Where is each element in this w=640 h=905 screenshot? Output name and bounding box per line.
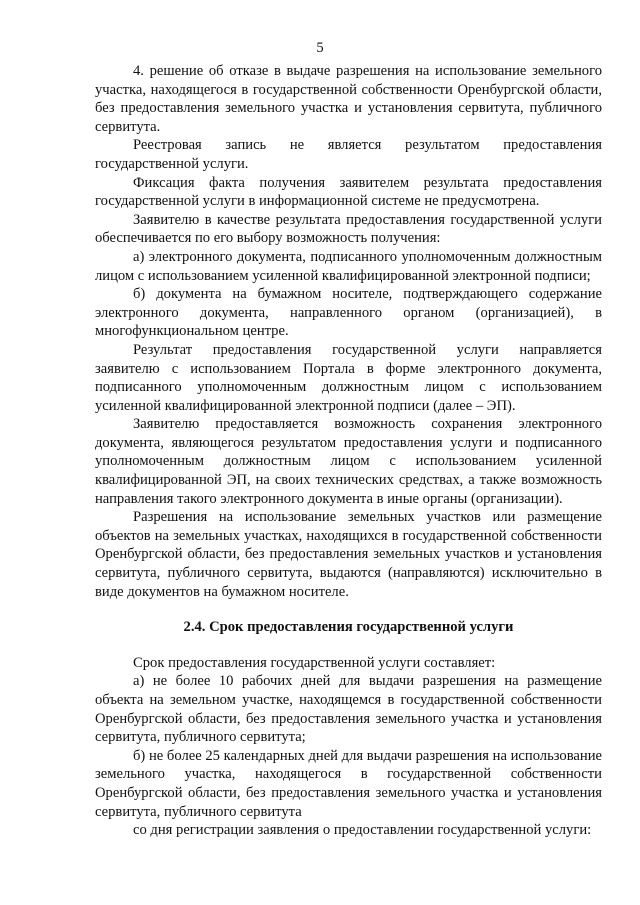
paragraph: Фиксация факта получения заявителем результата предоставления государственной услуги в информационной системе не предусмотрена.	[95, 174, 602, 210]
paragraph: б) не более 25 календарных дней для выдачи разрешения на использование земельного участка, находящегося в государственной собственности Оренбургской области, без предоставления земельного участка и установления сервитута, публичного сервитута	[95, 747, 602, 820]
section-heading: 2.4. Срок предоставления государственной услуги	[183, 619, 514, 636]
paragraph: 4. решение об отказе в выдаче разрешения на использование земельного участка, находящегося в государственной собственности Оренбургской области, без предоставления земельного участка и установления сервитута, публичного сервитута.	[95, 63, 602, 135]
paragraph: Разрешения на использование земельных участков или размещение объектов на земельных участках, находящихся в государственной собственности Оренбургской области, без предоставления земельных участков и установления сервитута, публичного сервитута, выдаются (направляются) исключительно в виде документов на бумажном носителе.	[95, 509, 602, 600]
paragraph: Результат предоставления государственной услуги направляется заявителю с использованием Портала в форме электронного документа, подписанного уполномоченным должностным лицом с использованием усиленной квалифицированной электронной подписи (далее – ЭП).	[95, 341, 602, 414]
paragraph: Срок предоставления государственной услуги составляет:	[133, 654, 496, 671]
paragraph: а) электронного документа, подписанного уполномоченным должностным лицом с использованием усиленной квалифицированной электронной подписи;	[95, 248, 602, 284]
paragraph: Реестровая запись не является результатом предоставления государственной услуги.	[95, 137, 602, 172]
paragraph: б) документа на бумажном носителе, подтверждающего содержание электронного документа, направленного органом (организацией), в многофункциональном центре.	[95, 286, 602, 340]
document-body	[95, 62, 602, 840]
paragraph: Заявителю в качестве результата предоставления государственной услуги обеспечивается по его выбору возможность получения:	[95, 211, 602, 247]
paragraph: Заявителю предоставляется возможность сохранения электронного документа, являющегося результатом предоставления услуги и подписанного уполномоченным должностным лицом с использованием усиленной квалифицированной ЭП, на своих технических средствах, а также возможность направления такого электронного документа в иные органы (организации).	[95, 416, 602, 507]
paragraph: а) не более 10 рабочих дней для выдачи разрешения на размещение объекта на земельном участке, находящемся в государственной собственности Оренбургской области, без предоставления земельного участка и установления сервитута, публичного сервитута;	[95, 673, 602, 746]
paragraph: со дня регистрации заявления о предоставлении государственной услуги:	[133, 822, 592, 839]
page-number: 5	[316, 40, 324, 56]
